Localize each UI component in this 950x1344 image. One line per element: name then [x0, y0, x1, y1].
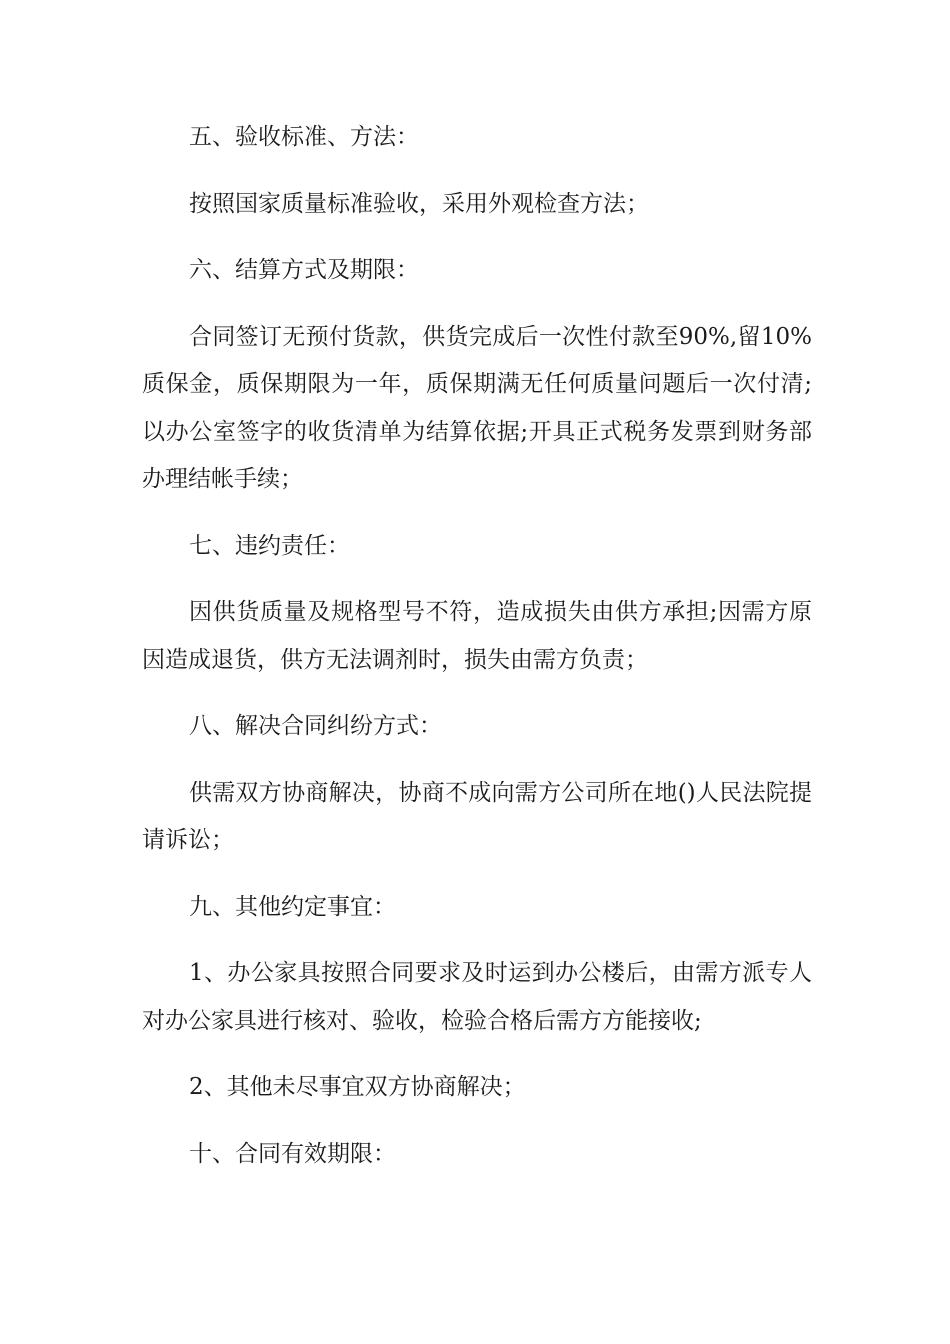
paragraph-settlement-terms: 合同签订无预付货款，供货完成后一次性付款至90%,留10%质保金，质保期限为一年，质保期满无任何质量问题后一次付清;以办公室签字的收货清单为结算依据;开具正式税务发票到财务部办理结帐手续； [142, 323, 812, 492]
section-heading-other-matters: 九、其他约定事宜： [189, 893, 396, 920]
section-heading-validity: 十、合同有效期限： [189, 1140, 396, 1167]
section-heading-acceptance: 五、验收标准、方法： [189, 124, 419, 150]
paragraph-other-item-2: 2、其他未尽事宜双方协商解决； [189, 1074, 526, 1100]
document-page [142, 114, 812, 1178]
section-heading-dispute: 八、解决合同纠纷方式： [189, 713, 442, 739]
paragraph-acceptance-method: 按照国家质量标准验收，采用外观检查方法； [189, 190, 649, 217]
paragraph-dispute-terms: 供需双方协商解决，协商不成向需方公司所在地()人民法院提请诉讼； [142, 779, 812, 853]
section-heading-settlement: 六、结算方式及期限： [189, 257, 419, 283]
paragraph-liability-terms: 因供货质量及规格型号不符，造成损失由供方承担;因需方原因造成退货，供方无法调剂时，损失由需方负责； [142, 599, 812, 673]
section-heading-liability: 七、违约责任： [189, 532, 350, 559]
paragraph-other-item-1: 1、办公家具按照合同要求及时运到办公楼后，由需方派专人对办公家具进行核对、验收，检验合格后需方方能接收; [142, 960, 812, 1034]
